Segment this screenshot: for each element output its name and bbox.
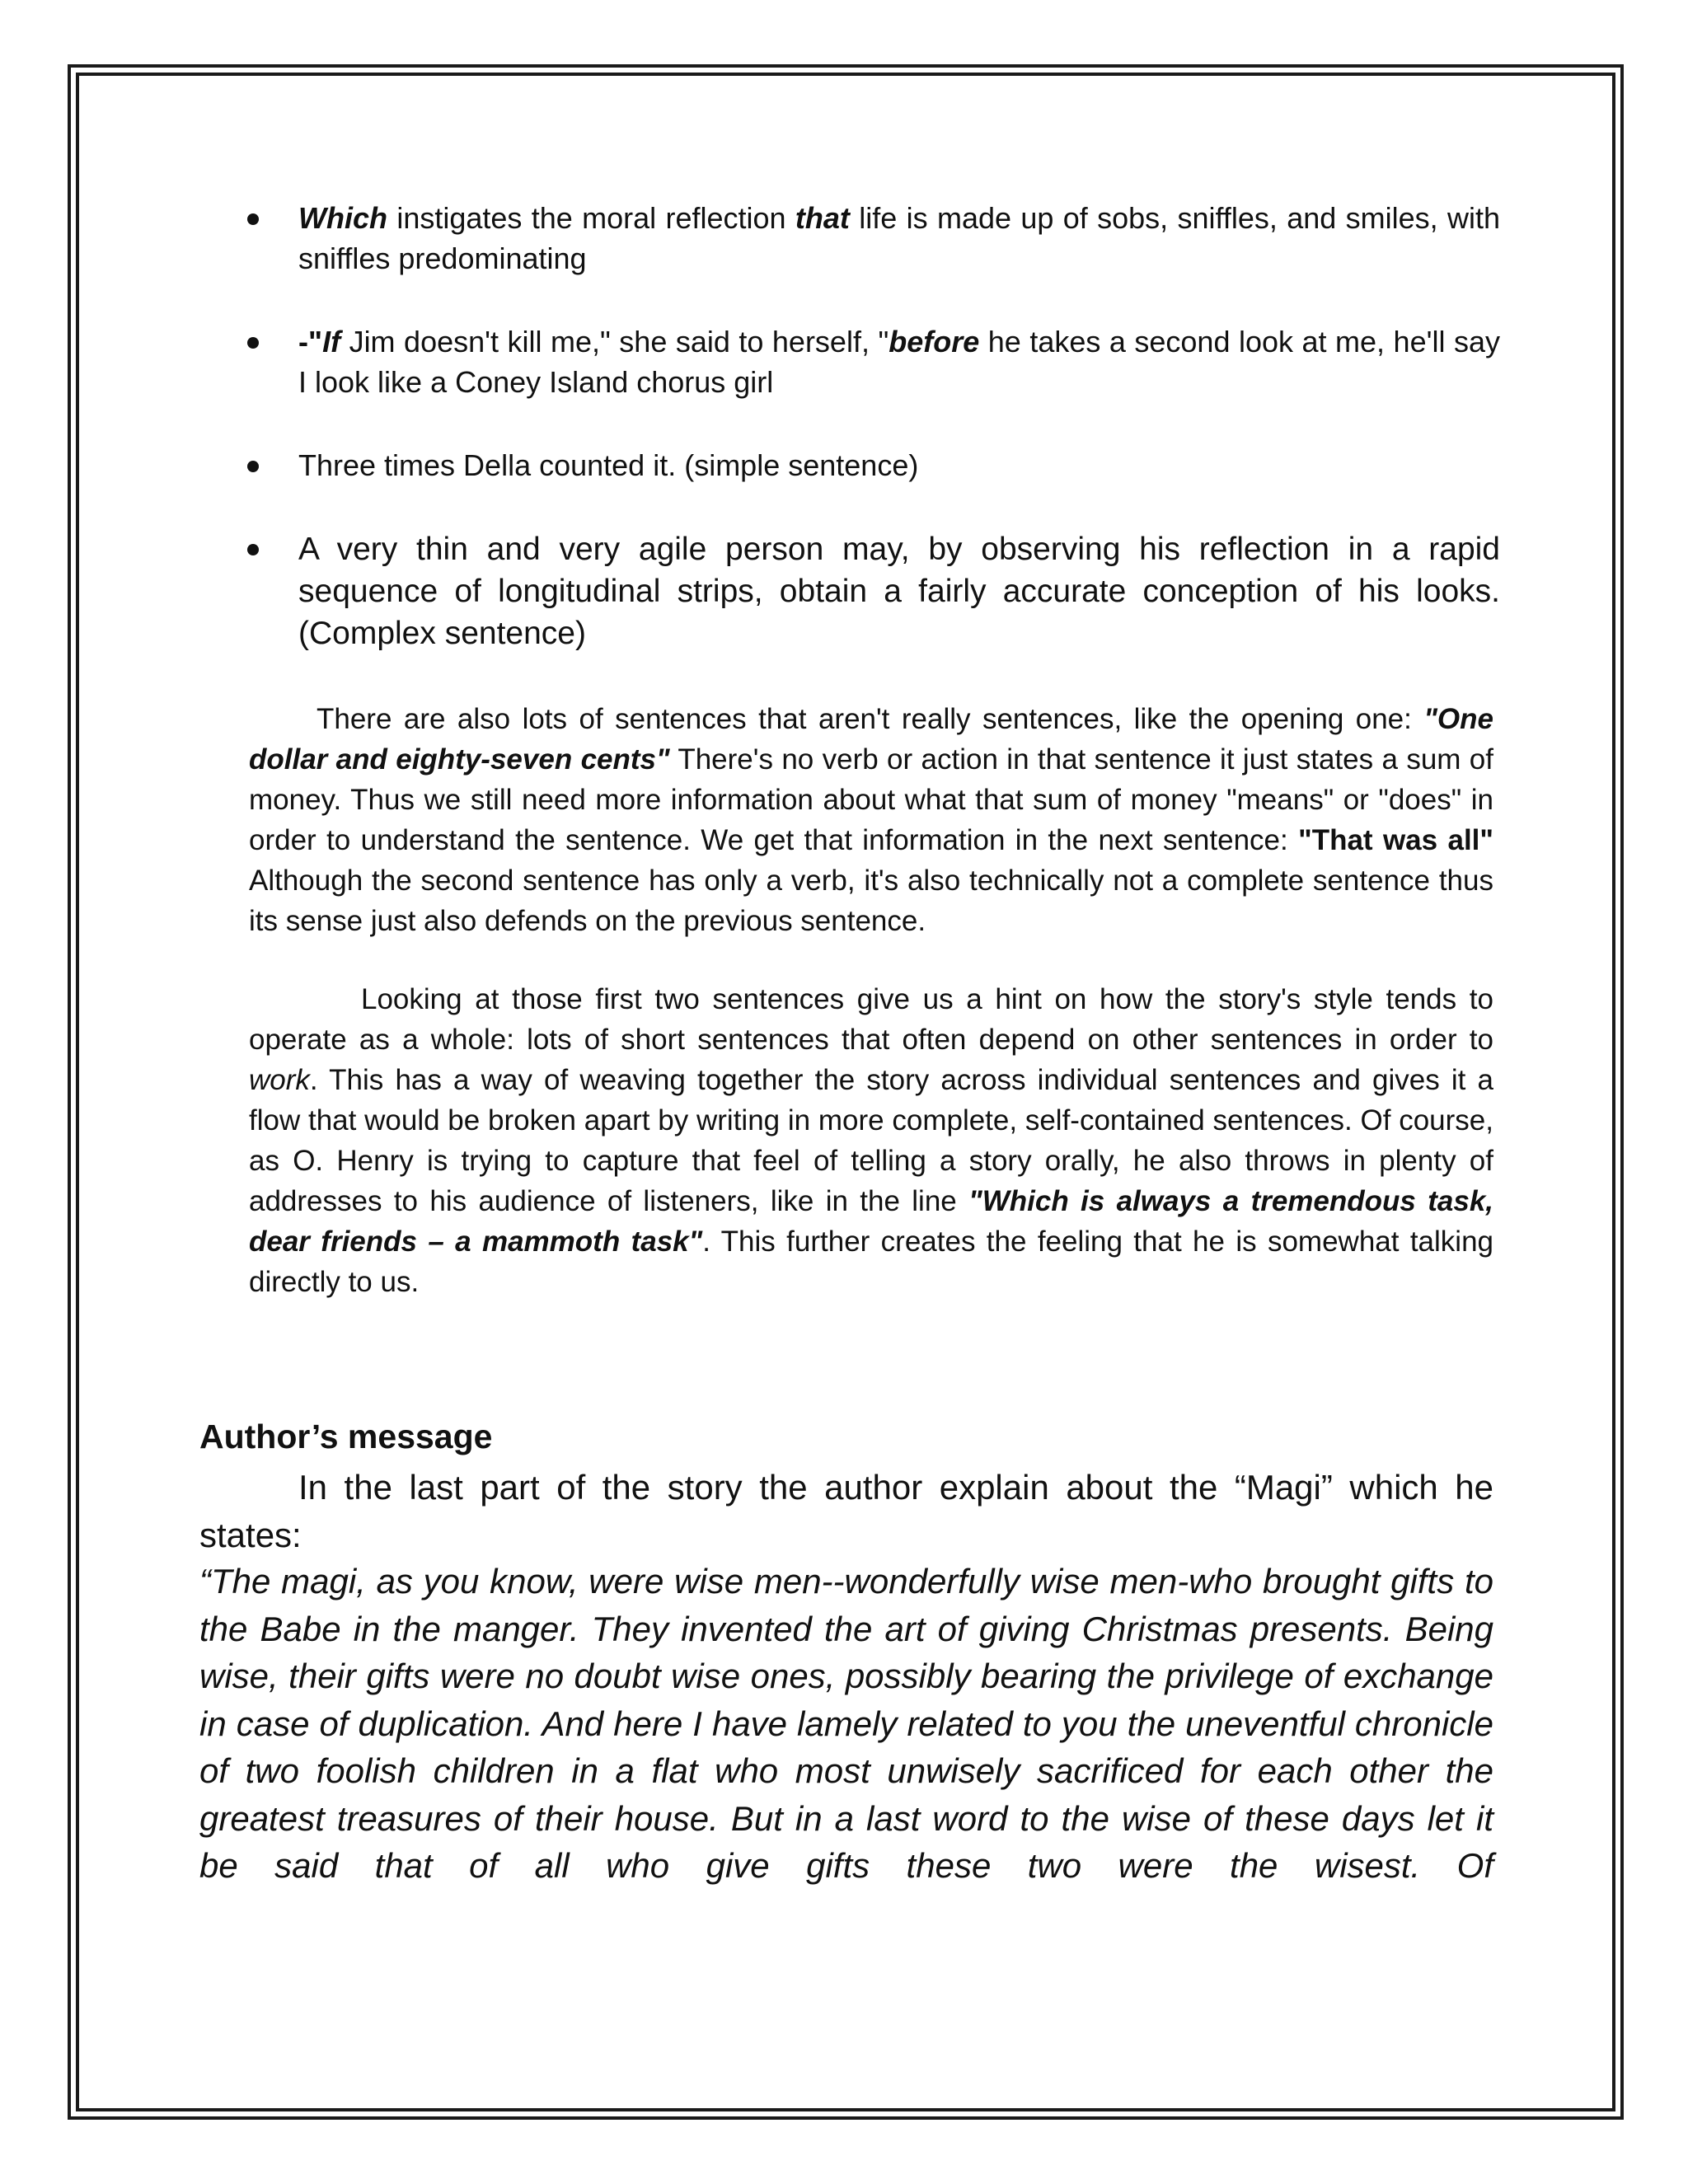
list-item-text: Three times Della counted it. (simple sentence) — [298, 448, 919, 482]
list-item-text: instigates the moral reflection — [387, 201, 795, 235]
emphasis-word: If — [322, 325, 341, 359]
list-item-text: Jim doesn't kill me," she said to herself, " — [340, 325, 889, 359]
section-heading: Author’s message — [199, 1418, 493, 1455]
emphasis-word: Which — [298, 201, 387, 235]
list-item-text: life is made up of sobs, sniffles, and smiles, with sniffles predominating — [298, 201, 1501, 275]
emphasis-word: before — [889, 325, 980, 359]
quoted-phrase: "That was all" — [1298, 824, 1493, 856]
bullet-icon — [247, 213, 259, 225]
emphasis-word: work — [249, 1064, 310, 1096]
quoted-phrase: "One dollar and eighty-seven cents" — [249, 703, 1493, 776]
bullet-icon — [247, 544, 259, 555]
paragraph-text: There's no verb or action in that sentence it just states a sum of money. Thus we still need more information about what that sum of money "means" or "does" in order to understand the sentence. We get that information in the next sentence: — [249, 743, 1493, 856]
paragraph-text: . This has a way of weaving together the story across individual sentences and gives it a flow that would be broken apart by writing in more complete, self-contained sentences. Of course, as O. Henry is trying to capture that feel of telling a story orally, he also throws in plenty of addresses to his audience of listeners, like in the line — [249, 1064, 1493, 1217]
paragraph-fragment-sentences — [249, 699, 1493, 941]
list-item — [247, 445, 1500, 485]
paragraph-text: Looking at those first two sentences give us a hint on how the story's style tends to operate as a whole: lots of short sentences that often depend on other sentences in order to — [249, 983, 1493, 1056]
magi-quote: “The magi, as you know, were wise men--wonderfully wise men-who brought gifts to the Babe in the manger. They invented the art of giving Christmas presents. Being wise, their gifts were no doubt wise ones, possibly bearing the privilege of exchange in case of duplication. And here I have lamely related to you the uneventful chronicle of two foolish children in a flat who most unwisely sacrificed for each other the greatest treasures of their house. But in a last word to the wise of these days let it be said that of all who give gifts these two were the wisest. Of — [199, 1562, 1493, 1885]
paragraph-text: There are also lots of sentences that aren't really sentences, like the opening one: — [316, 703, 1424, 735]
section-intro: In the last part of the story the author explain about the “Magi” which he states: — [199, 1468, 1493, 1554]
paragraph-story-style — [249, 979, 1493, 1302]
list-item-text: he takes a second look at me, he'll say I look like a Coney Island chorus girl — [298, 325, 1500, 399]
sentence-examples-list — [247, 198, 1500, 697]
list-item — [247, 321, 1500, 402]
bullet-icon — [247, 461, 259, 472]
paragraph-text: . This further creates the feeling that he is somewhat talking directly to us. — [249, 1226, 1494, 1298]
bullet-icon — [247, 337, 259, 349]
list-item — [247, 198, 1500, 279]
quoted-phrase: "Which is always a tremendous task, dear friends – a mammoth task" — [249, 1185, 1494, 1258]
paragraph-text: Although the second sentence has only a verb, it's also technically not a complete sentence thus its sense just also defends on the previous sentence. — [249, 865, 1493, 937]
emphasis-word: that — [795, 201, 850, 235]
emphasis-prefix: -" — [298, 325, 323, 359]
list-item — [247, 528, 1500, 654]
list-item-text: A very thin and very agile person may, by observing his reflection in a rapid sequence of longitudinal strips, obtain a fairly accurate conception of his looks. (Complex sentence) — [298, 532, 1500, 651]
